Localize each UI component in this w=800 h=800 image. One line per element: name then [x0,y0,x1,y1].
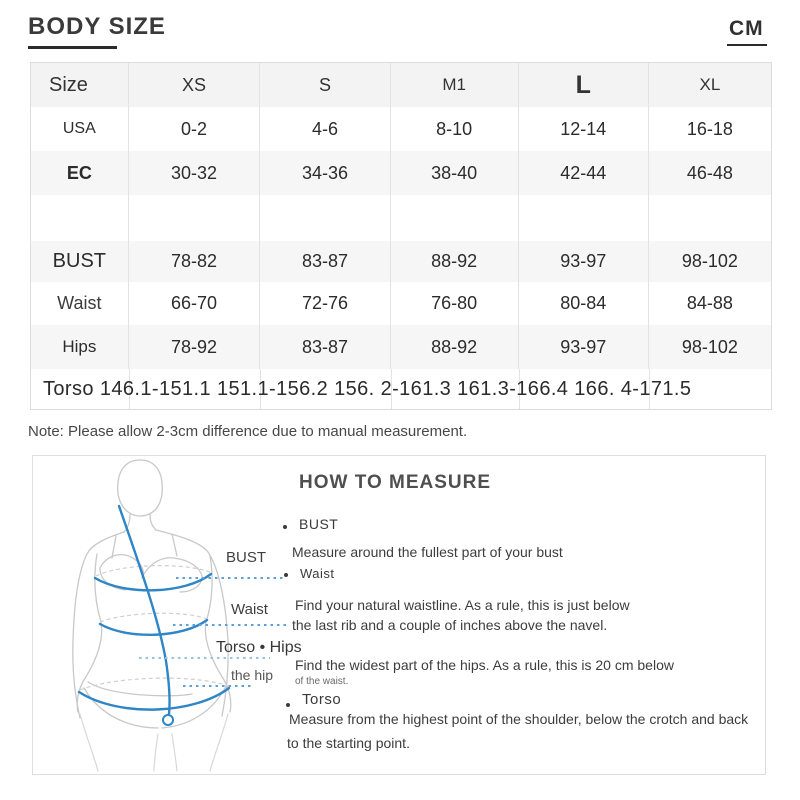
cell-empty-m [391,195,519,241]
legs-outline [80,714,228,771]
diagram-label-the-hip: the hip [231,667,274,683]
diagram-label-bust: BUST [226,549,267,566]
unit-label: CM [729,17,764,40]
item-text-hips-line1: Find the widest part of the hips. As a rule, this is 20 cm below [295,657,674,673]
table-row-waist [31,282,771,325]
title-underline [28,46,117,49]
cell-waist-xl: 84-88 [686,293,733,313]
cell-bust-xs: 78-82 [129,241,261,282]
cell-waist-l: 80-84 [519,282,649,325]
cell-waist-s: 72-76 [260,282,390,325]
cell-hips-l: 93-97 [519,325,649,369]
column-header-xs: XS [129,63,261,107]
how-to-measure-title: HOW TO MEASURE [299,472,492,493]
cell-empty-s [260,195,390,241]
row-label-hips: Hips [31,325,129,369]
bullet-icon [283,525,287,529]
column-header-size: Size [31,63,129,107]
table-row-hips [31,325,771,369]
table-row-empty [31,195,771,241]
column-header-m: M1 [391,63,519,107]
cell-ec-l: 42-44 [519,151,649,195]
item-text-torso-line1: Measure from the highest point of the shoulder, below the crotch and back [289,711,749,727]
item-label-torso: Torso [302,691,342,708]
table-row-bust [31,241,771,282]
cell-ec-xs: 30-32 [129,151,261,195]
unit-underline [727,44,767,46]
table-header-row [31,63,771,107]
cell-waist-xs: 66-70 [129,282,261,325]
cell-ec-xl: 46-48 [686,162,733,183]
cell-empty-l [519,195,649,241]
cell-usa-l: 12-14 [519,107,649,151]
cell-hips-s: 83-87 [260,325,390,369]
item-text-hips-line2: of the waist. [295,676,349,687]
cell-hips-xl: 98-102 [681,336,738,357]
row-label-bust: BUST [31,241,129,282]
cell-usa-s: 4-6 [260,107,390,151]
measure-lines-blue [79,506,229,725]
row-label-usa: USA [31,107,129,151]
cell-usa-xs: 0-2 [129,107,261,151]
torso-line-end-ring [163,715,173,725]
item-label-bust: BUST [299,516,339,532]
bullet-icon [284,573,288,577]
diagram-label-torso-hips: Torso • Hips [216,639,302,656]
cell-usa-xl: 16-18 [686,118,733,139]
bullet-icon [286,703,290,707]
item-label-waist: Waist [300,566,335,581]
cell-bust-xl: 98-102 [681,251,738,271]
table-row-torso [31,369,771,409]
cell-empty-xl [649,195,771,241]
item-text-waist-line2: the last rib and a couple of inches above the navel. [292,617,608,633]
row-label-waist: Waist [31,282,129,325]
row-label-ec: EC [31,151,129,195]
item-text-torso-line2: to the starting point. [287,735,410,751]
size-chart-table [30,62,772,410]
cell-usa-m: 8-10 [391,107,519,151]
cell-empty-xs [129,195,261,241]
table-row-ec [31,151,771,195]
cell-ec-s: 34-36 [260,151,390,195]
hip-measure-line [79,688,229,710]
page-title: BODY SIZE [28,13,166,40]
body-outline [73,460,231,728]
cell-hips-xs: 78-92 [129,325,261,369]
table-row-usa [31,107,771,151]
cell-ec-m: 38-40 [391,151,519,195]
item-text-waist-line1: Find your natural waistline. As a rule, this is just below [295,597,630,613]
diagram-label-waist: Waist [231,601,268,618]
column-header-s: S [260,63,390,107]
bust-measure-line [95,574,211,590]
cell-bust-l: 93-97 [519,241,649,282]
item-text-bust: Measure around the fullest part of your bust [292,544,563,560]
column-header-xl: XL [699,75,721,94]
measurement-note: Note: Please allow 2-3cm difference due to manual measurement. [28,423,468,440]
torso-measure-line [119,506,170,714]
column-header-l: L [519,63,649,107]
cell-hips-m: 88-92 [391,325,519,369]
waist-measure-line [100,620,207,635]
cell-bust-m: 88-92 [391,241,519,282]
row-label-empty [31,195,129,241]
torso-row-values: Torso 146.1-151.1 151.1-156.2 156. 2-161.3 161.3-166.4 166. 4-171.5 [43,378,692,400]
cell-waist-m: 76-80 [391,282,519,325]
cell-bust-s: 83-87 [260,241,390,282]
